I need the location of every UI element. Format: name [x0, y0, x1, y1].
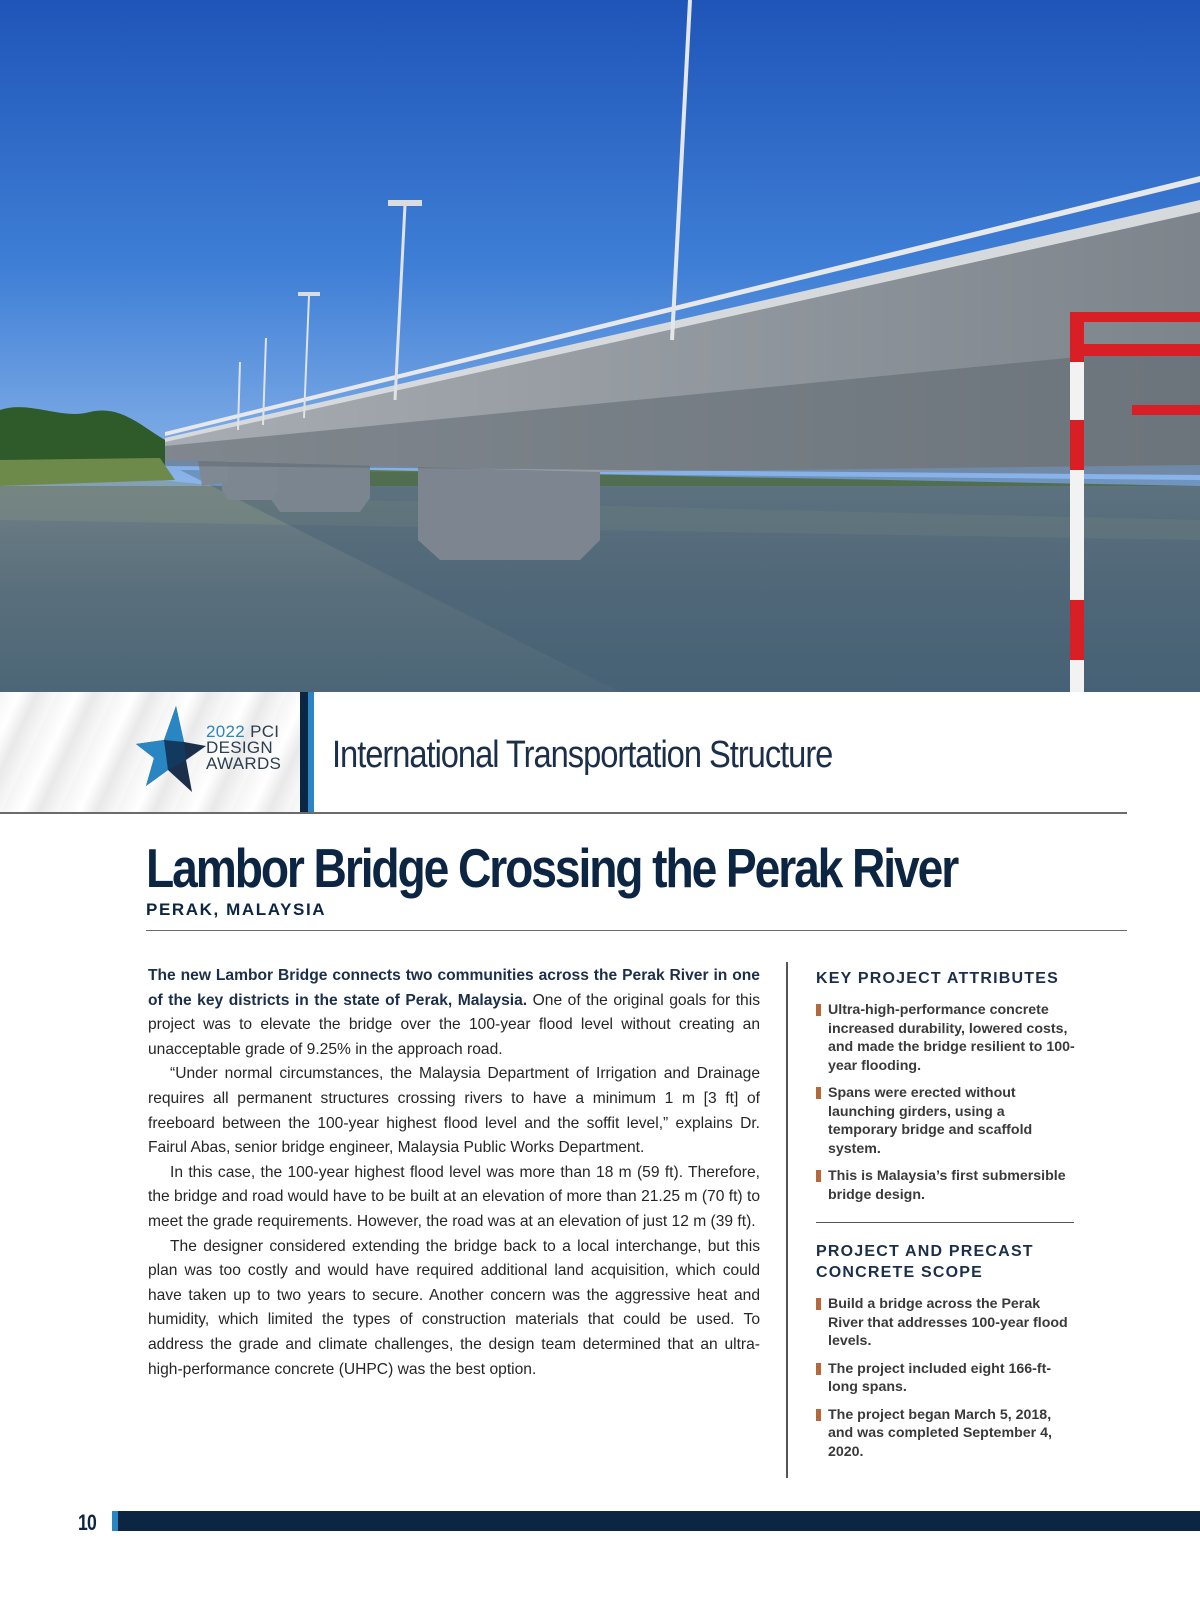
scope-list [816, 1295, 1076, 1461]
page-title: Lambor Bridge Crossing the Perak River [146, 837, 958, 899]
sidebar [816, 968, 1076, 1470]
paragraph-4: The designer considered extending the bridge back to a local interchange, but this plan was too costly and would have required additional land acquisition, which could have taken up to two years to secure. Another concern was the aggressive heat and humidity, which limited the types of construction materials that could be used. To address the grade and climate challenges, the design team determined that an ultra-high-performance concrete (UHPC) was the best option. [148, 1237, 760, 1378]
list-item: Ultra-high-performance concrete increased durability, lowered costs, and made the bridge resilient to 100-year flooding. [816, 1001, 1076, 1075]
page-number: 10 [78, 1510, 96, 1535]
pci-awards-logo [136, 706, 286, 796]
paragraph-1-rest: One of the original goals for this project was to elevate the bridge over the 100-year flood level without creating an unacceptable grade of 9.25% in the approach road. [148, 991, 760, 1058]
star-icon [136, 706, 206, 796]
attributes-heading: KEY PROJECT ATTRIBUTES [816, 970, 1060, 987]
award-year: 2022 [206, 722, 246, 741]
column-divider [786, 962, 788, 1478]
award-org: PCI [250, 722, 280, 741]
bridge-photo [0, 0, 1200, 692]
award-text [206, 724, 281, 772]
list-item: This is Malaysia’s first submersible bridge design. [816, 1167, 1076, 1204]
attributes-list [816, 1001, 1076, 1204]
category-heading: International Transportation Structure [332, 734, 833, 776]
scope-heading: PROJECT AND PRECAST CONCRETE SCOPE [816, 1243, 1034, 1281]
divider-top [0, 812, 1127, 814]
list-item: The project began March 5, 2018, and was completed September 4, 2020. [816, 1406, 1076, 1462]
list-item: Spans were erected without launching girders, using a temporary bridge and scaffold system. [816, 1084, 1076, 1158]
article-body [148, 964, 760, 1382]
sidebar-divider [816, 1222, 1074, 1223]
paragraph-1 [148, 964, 760, 1062]
location-subtitle: PERAK, MALAYSIA [146, 900, 327, 919]
lead-sentence: The new Lambor Bridge connects two communities across the Perak River in one of the key districts in the state of Perak, Malaysia. [148, 967, 760, 1009]
list-item: Build a bridge across the Perak River that addresses 100-year flood levels. [816, 1295, 1076, 1351]
list-item: The project included eight 166-ft-long spans. [816, 1360, 1076, 1397]
paragraph-2: “Under normal circumstances, the Malaysia Department of Irrigation and Drainage requires all permanent structures crossing rivers to have a minimum 1 m [3 ft] of freeboard between the 100-year highest flood level and the soffit level,” explains Dr. Fairul Abas, senior bridge engineer, Malaysia Public Works Department. [148, 1065, 760, 1157]
paragraph-3: In this case, the 100-year highest flood level was more than 18 m (59 ft). Therefore, the bridge and road would have to be built at an elevation of more than 21.25 m (70 ft) to meet the grade requirements. However, the road was at an elevation of just 12 m (39 ft). [148, 1163, 760, 1230]
banner-accent-bar [300, 692, 314, 814]
footer-bar [112, 1511, 1200, 1531]
divider-title [146, 930, 1127, 931]
award-banner [0, 692, 1200, 814]
award-line2: DESIGN [206, 738, 273, 757]
award-line3: AWARDS [206, 754, 282, 773]
